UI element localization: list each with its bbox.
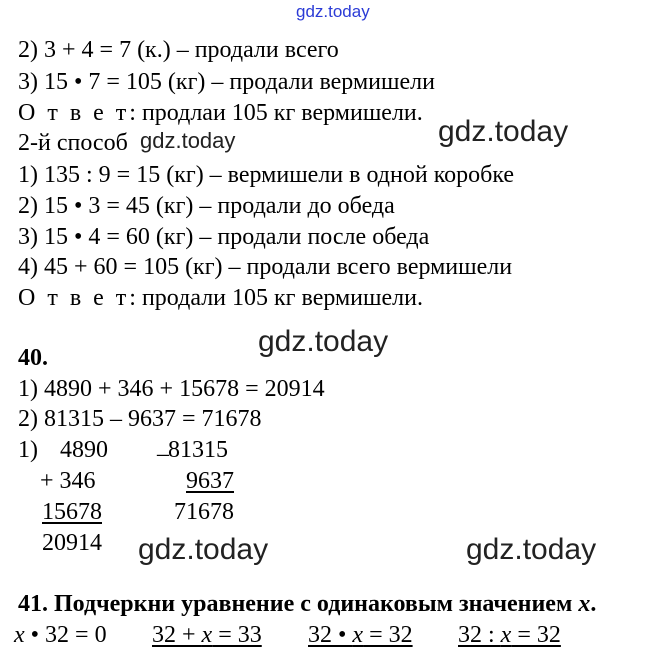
watermark: gdz.today	[138, 533, 269, 566]
watermark: gdz.today	[140, 128, 236, 153]
equation-option-underlined	[308, 621, 413, 649]
equation-variable: x	[14, 622, 25, 648]
solution-line: 2) 3 + 4 = 7 (к.) – продали всего	[18, 37, 339, 63]
equation-rest: = 32	[363, 622, 413, 648]
minuend: 81315	[168, 437, 228, 463]
answer-text: : продлаи 105 кг вермишели.	[129, 100, 423, 126]
equation-prefix: 32 :	[458, 622, 501, 648]
equation-rest: = 33	[212, 622, 262, 648]
equation-option-underlined	[458, 621, 561, 649]
answer-text: : продали 105 кг вермишели.	[129, 285, 423, 311]
watermark: gdz.today	[466, 533, 597, 566]
addend-1: 4890	[60, 437, 108, 463]
solution-line: 4) 45 + 60 = 105 (кг) – продали всего вермишели	[18, 254, 513, 280]
task-41-title-text: 41. Подчеркни уравнение с одинаковым значением	[18, 591, 573, 617]
equation-rest: • 32 = 0	[24, 622, 107, 648]
answer-line	[18, 284, 423, 312]
solution-line: 3) 15 • 4 = 60 (кг) – продали после обеда	[18, 224, 430, 250]
watermark: gdz.today	[438, 115, 569, 148]
subtrahend: 9637	[186, 468, 234, 494]
task-number: 40.	[18, 345, 48, 371]
watermark-top: gdz.today	[296, 2, 370, 21]
method-heading: 2-й способ	[18, 130, 128, 156]
watermark: gdz.today	[258, 325, 389, 358]
task-41-title-end: .	[590, 591, 597, 617]
equation-line: 1) 4890 + 346 + 15678 = 20914	[18, 376, 325, 402]
task-41-title-variable: x	[578, 591, 591, 617]
answer-label: О т в е т	[18, 285, 130, 311]
addend-2: + 346	[40, 468, 96, 494]
task-41-title	[18, 590, 596, 618]
equation-prefix: 32 +	[152, 622, 202, 648]
addend-3: 15678	[42, 499, 102, 525]
answer-label: О т в е т	[18, 100, 130, 126]
equation-line: 2) 81315 – 9637 = 71678	[18, 406, 262, 432]
equation-variable: x	[352, 622, 364, 648]
equation-option	[14, 621, 107, 649]
minus-sign: _	[157, 433, 169, 459]
equation-variable: x	[201, 622, 213, 648]
sum-result: 20914	[42, 530, 102, 556]
equation-option-underlined	[152, 621, 262, 649]
column-label: 1)	[18, 437, 38, 463]
equation-variable: x	[500, 622, 512, 648]
answer-line	[18, 99, 423, 127]
solution-line: 3) 15 • 7 = 105 (кг) – продали вермишели	[18, 69, 435, 95]
difference-result: 71678	[174, 499, 234, 525]
solution-line: 1) 135 : 9 = 15 (кг) – вермишели в одной коробке	[18, 162, 515, 188]
equation-rest: = 32	[511, 622, 561, 648]
equation-prefix: 32 •	[308, 622, 353, 648]
solution-line: 2) 15 • 3 = 45 (кг) – продали до обеда	[18, 193, 395, 219]
